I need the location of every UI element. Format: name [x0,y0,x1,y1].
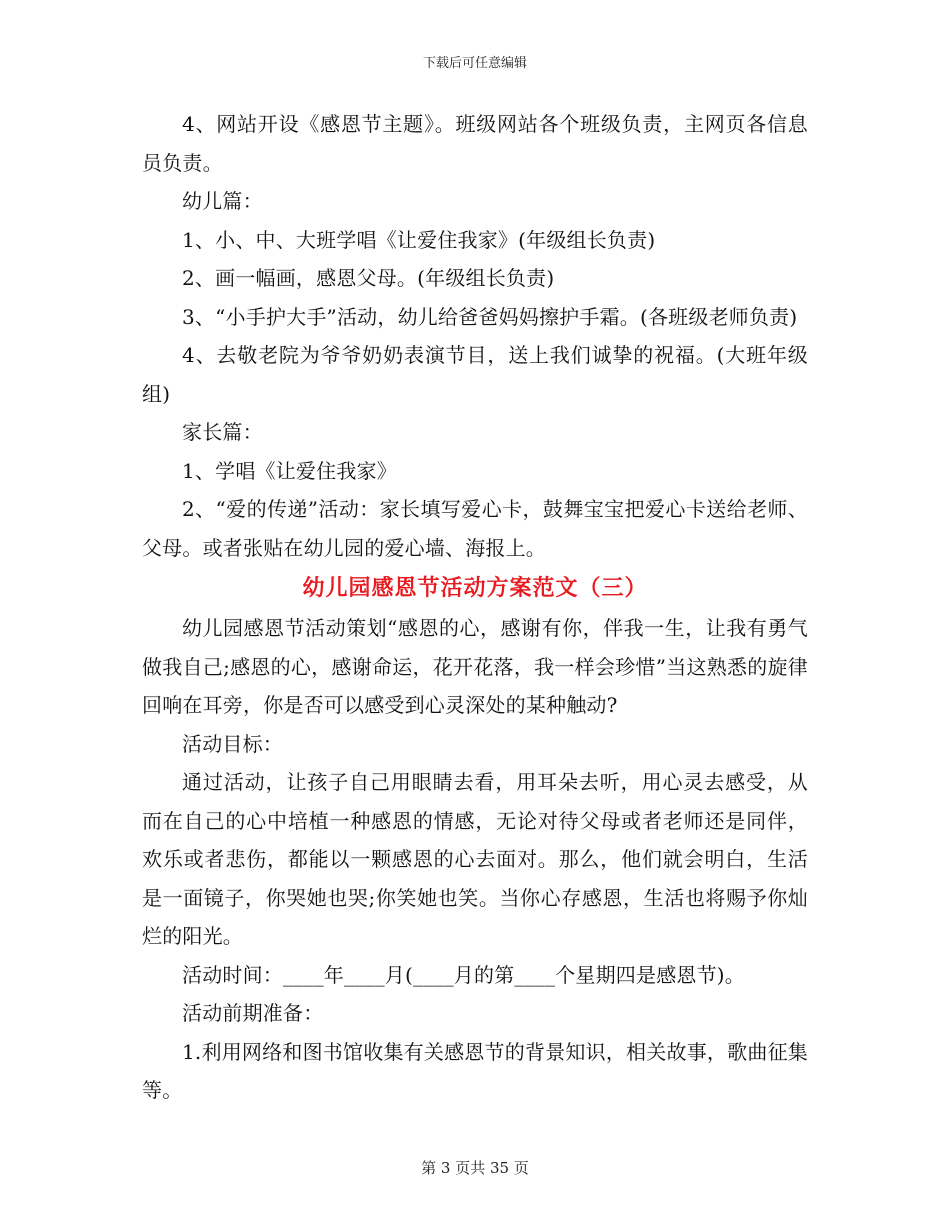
section-label-preparation: 活动前期准备： [182,1001,324,1025]
paragraph: 4、去敬老院为爷爷奶奶表演节目，送上我们诚挚的祝福。(大班年级组) [142,343,808,406]
paragraph: 4、网站开设《感恩节主题》。班级网站各个班级负责，主网页各信息员负责。 [142,112,808,175]
page-footer: 第 3 页共 35 页 [421,1159,529,1177]
paragraph: 幼儿园感恩节活动策划“感恩的心，感谢有你，伴我一生，让我有勇气做我自己;感恩的心，感谢命运，花开花落，我一样会珍惜”当这熟悉的旋律回响在耳旁，你是否可以感受到心灵深处的某种触动? [142,616,808,717]
paragraph: 2、“爱的传递”活动：家长填写爱心卡，鼓舞宝宝把爱心卡送给老师、父母。或者张贴在幼儿园的爱心墙、海报上。 [142,497,808,560]
paragraph: 1、学唱《让爱住我家》 [182,458,397,483]
section-label-parents: 家长篇： [182,420,263,444]
page-header: 下载后可任意编辑 [422,56,527,71]
section-label-children: 幼儿篇： [182,189,263,213]
paragraph: 通过活动，让孩子自己用眼睛去看，用耳朵去听，用心灵去感受，从而在自己的心中培植一种感恩的情感，无论对待父母或者老师还是同伴，欢乐或者悲伤，都能以一颗感恩的心去面对。那么，他们就会明白，生活是一面镜子，你哭她也哭;你笑她也笑。当你心存感恩，生活也将赐予你灿烂的阳光。 [142,770,808,948]
paragraph: 2、画一幅画，感恩父母。(年级组长负责) [182,266,555,290]
section-title: 幼儿园感恩节活动方案范文（三） [302,575,648,601]
paragraph: 1.利用网络和图书馆收集有关感恩节的背景知识，相关故事，歌曲征集等。 [142,1039,808,1102]
paragraph: 活动时间：____年____月(____月的第____个星期四是感恩节)。 [182,962,746,987]
paragraph: 3、“小手护大手”活动，幼儿给爸爸妈妈擦护手霜。(各班级老师负责) [182,304,798,329]
section-label-goals: 活动目标： [182,731,283,756]
paragraph: 1、小、中、大班学唱《让爱住我家》(年级组长负责) [182,227,656,252]
document-body [142,105,808,1110]
